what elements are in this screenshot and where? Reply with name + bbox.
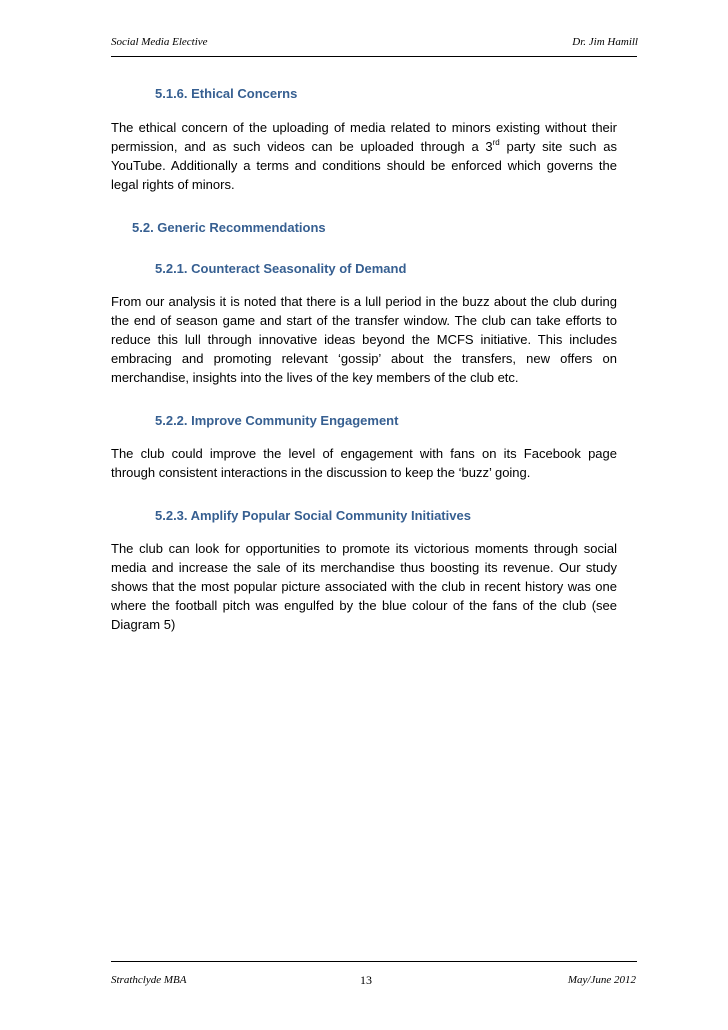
page-number: 13 [360,973,372,987]
paragraph-5-2-1: From our analysis it is noted that there is a lull period in the buzz about the club during the end of season game and start of the transfer window. The club can take efforts to reduce this lull through innovative ideas beyond the MCFS initiative. This includes embracing and promoting relevant ‘gossip’ about the transfers, new offers on merchandise, insights into the lives of the key members of the club etc. [111,294,617,385]
footer-right: May/June 2012 [567,974,636,986]
paragraph-5-1-6-part-b: party site such as YouTube. Additionally a terms and conditions should be enforced which governs the legal rights of minors. [111,139,617,192]
footer-left: Strathclyde MBA [111,974,187,986]
page-content [111,86,617,634]
ordinal-suffix: rd [492,138,500,147]
heading-5-1-6: 5.1.6. Ethical Concerns [155,86,298,101]
paragraph-5-2-2: The club could improve the level of engagement with fans on its Facebook page through consistent interactions in the discussion to keep the ‘buzz’ going. [111,446,617,480]
heading-5-2: 5.2. Generic Recommendations [132,220,326,235]
paragraph-5-1-6-part-a: The ethical concern of the uploading of media related to minors existing without their permission, and as such videos can be uploaded through a 3 [111,120,617,154]
header-divider [111,56,637,57]
heading-5-2-1: 5.2.1. Counteract Seasonality of Demand [155,261,407,276]
header-right: Dr. Jim Hamill [572,36,638,48]
paragraph-5-1-6 [111,118,617,194]
footer-divider [111,961,637,962]
paragraph-5-2-3: The club can look for opportunities to promote its victorious moments through social media and increase the sale of its merchandise thus boosting its revenue. Our study shows that the most popular picture associated with the club in recent history was one where the football pitch was engulfed by the blue colour of the fans of the club (see Diagram 5) [111,541,617,632]
header-left: Social Media Elective [111,36,208,48]
heading-5-2-2: 5.2.2. Improve Community Engagement [155,413,399,428]
heading-5-2-3: 5.2.3. Amplify Popular Social Community Initiatives [155,508,471,523]
